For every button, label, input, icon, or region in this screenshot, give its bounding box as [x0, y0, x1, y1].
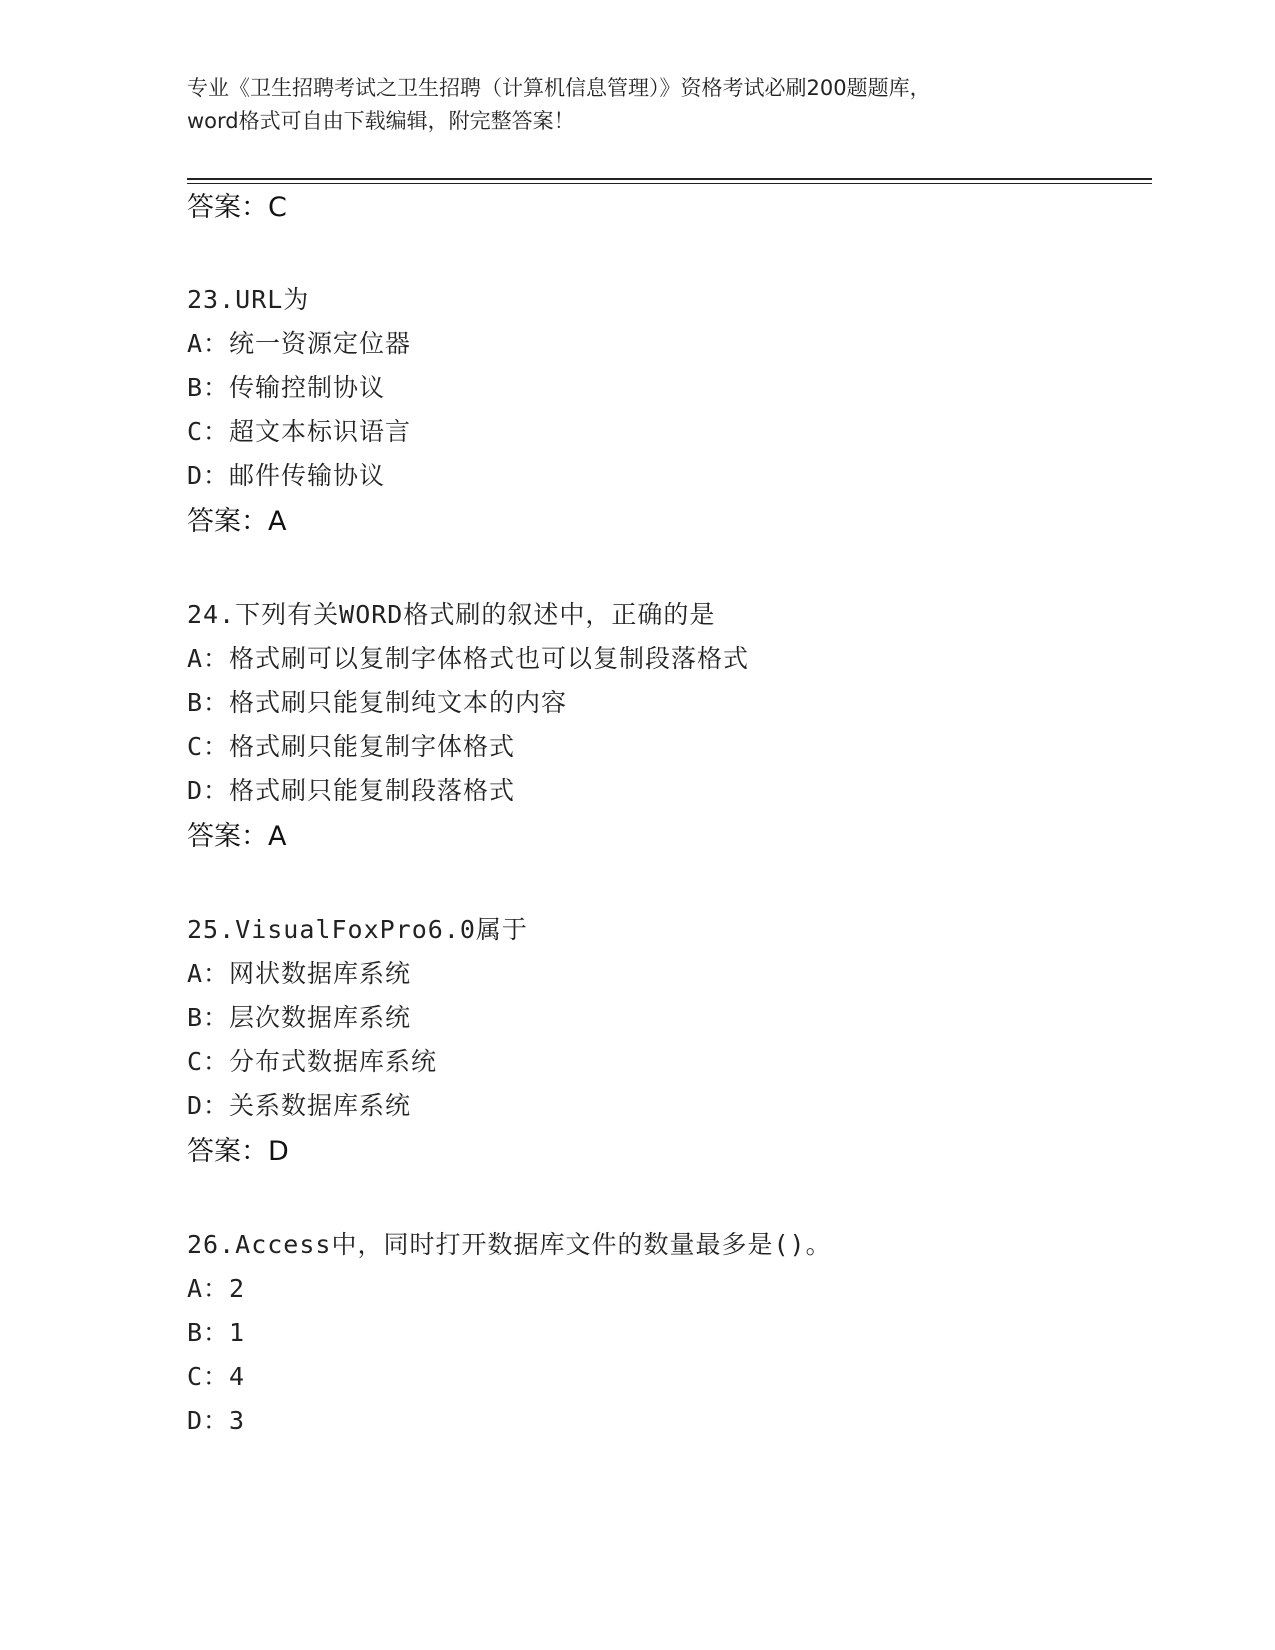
question-26-option-c: C：4 [187, 1362, 246, 1391]
header-line-2: word格式可自由下载编辑，附完整答案！ [187, 109, 575, 133]
question-26-stem: 26.Access中，同时打开数据库文件的数量最多是()。 [187, 1230, 832, 1259]
question-24-option-b: B：格式刷只能复制纯文本的内容 [187, 688, 568, 717]
question-24-answer: 答案：A [187, 821, 287, 852]
question-26-option-b: B：1 [187, 1318, 246, 1347]
question-25-answer: 答案：D [187, 1136, 289, 1167]
question-23-answer: 答案：A [187, 506, 287, 537]
question-23-stem: 23.URL为 [187, 285, 310, 314]
question-24-option-c: C：格式刷只能复制字体格式 [187, 732, 516, 761]
question-25-option-c: C：分布式数据库系统 [187, 1047, 438, 1076]
document-header [187, 72, 1087, 138]
question-23-option-d: D：邮件传输协议 [187, 461, 386, 490]
question-23-option-a: A：统一资源定位器 [187, 329, 412, 358]
question-25-option-b: B：层次数据库系统 [187, 1003, 412, 1032]
question-26-option-a: A：2 [187, 1274, 246, 1303]
header-line-1: 专业《卫生招聘考试之卫生招聘（计算机信息管理）》资格考试必刷200题题库， [187, 76, 931, 100]
question-24-option-d: D：格式刷只能复制段落格式 [187, 776, 516, 805]
answer-prev: 答案：C [187, 192, 287, 223]
question-25-option-d: D：关系数据库系统 [187, 1091, 412, 1120]
question-24-option-a: A：格式刷可以复制字体格式也可以复制段落格式 [187, 644, 750, 673]
question-23-option-b: B：传输控制协议 [187, 373, 386, 402]
question-26-option-d: D：3 [187, 1406, 246, 1435]
header-divider-thick [187, 178, 1152, 180]
question-25-stem: 25.VisualFoxPro6.0属于 [187, 915, 528, 944]
header-divider-thin [187, 183, 1152, 184]
question-24-stem: 24.下列有关WORD格式刷的叙述中，正确的是 [187, 600, 716, 629]
question-23-option-c: C：超文本标识语言 [187, 417, 412, 446]
question-25-option-a: A：网状数据库系统 [187, 959, 412, 988]
